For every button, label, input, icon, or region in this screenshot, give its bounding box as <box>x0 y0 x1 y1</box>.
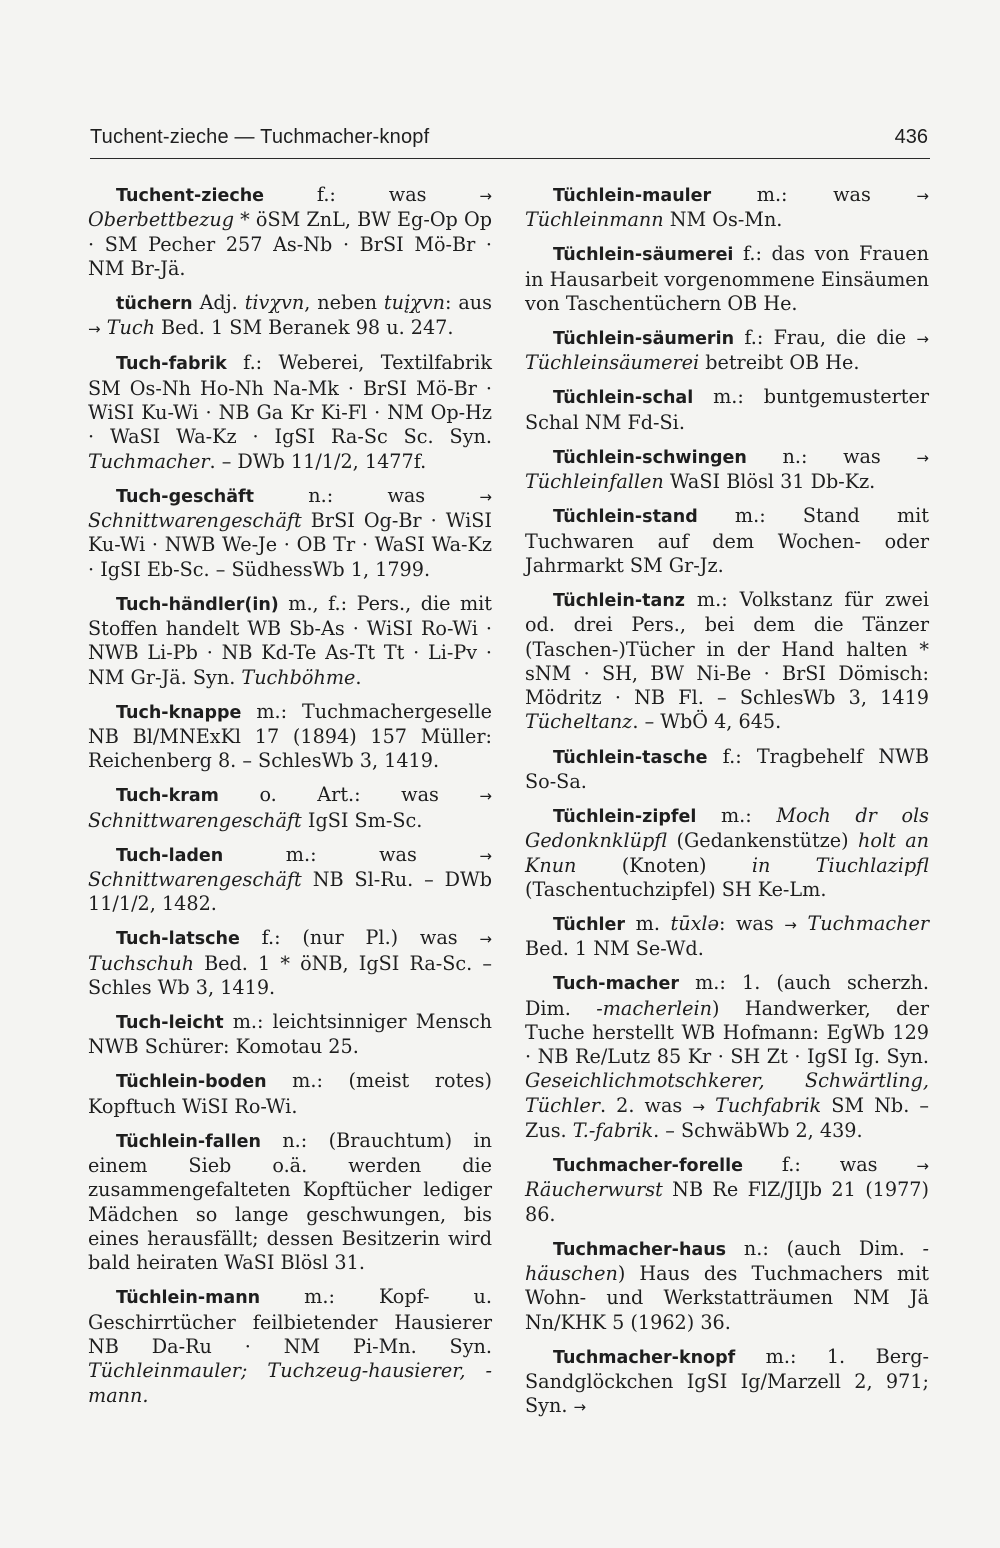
entry-text: Bed. 1 NM Se-Wd. <box>525 937 704 961</box>
entry-text: . – WbÖ 4, 645. <box>632 710 782 734</box>
dictionary-entry <box>525 385 929 435</box>
cross-reference-arrow-icon: → <box>784 915 797 934</box>
headword: Tuch-händler(in) <box>116 594 279 615</box>
entry-text: f.: Frau, die die <box>734 326 917 350</box>
headword: Tuchmacher-forelle <box>553 1156 743 1177</box>
entry-text: f.: was <box>742 1153 917 1177</box>
cross-reference-arrow-icon: → <box>692 1097 705 1116</box>
dictionary-entry <box>525 912 929 962</box>
headword: Tüchlein-mauler <box>553 186 712 206</box>
italic-text: Schnittwarengeschäft <box>88 808 302 832</box>
entry-text: f.: Weberei, Textilfabrik SM Os-Nh Ho-Nh Na-Mk · BrSI Mö-Br · WiSI Ku-Wi · NB Ga Kr Ki-Fl · NM Op-Hz · WaSI Wa-Kz · IgSI Ra-Sc Sc. Syn. <box>88 351 492 449</box>
dictionary-entry <box>525 1153 929 1227</box>
italic-text: tūxlə <box>670 911 719 935</box>
dictionary-entry <box>88 1069 492 1119</box>
italic-text: in Tiuchlazipfl <box>751 853 929 877</box>
dictionary-entry <box>88 700 492 774</box>
italic-text: Schnittwarengeschäft <box>88 868 302 891</box>
entry-text: n.: was <box>254 483 480 507</box>
italic-text: T.-fabrik <box>572 1119 654 1143</box>
dictionary-entry <box>525 804 929 902</box>
headword: Tüchlein-fallen <box>116 1131 261 1152</box>
entry-text: m. <box>625 911 671 935</box>
italic-text: Tuchfabrik <box>715 1093 822 1117</box>
dictionary-entry <box>525 445 929 495</box>
italic-text: Tuchmacher <box>88 449 210 473</box>
entry-text: (Gedankenstütze) <box>667 829 859 853</box>
headword: Tüchlein-schwingen <box>553 447 747 468</box>
italic-text: tivχvn <box>244 290 305 314</box>
cross-reference-arrow-icon: → <box>479 187 492 205</box>
italic-text: tuįχvn <box>383 290 445 314</box>
headword: Tüchler <box>553 914 626 935</box>
entry-text: m.: Volkstanz für zwei od. drei Pers., bei dem die Tänzer (Taschen-)Tücher in der Hand halten * sNM · SH, BW Ni-Be · BrSI Dömisch: Mödritz · NB Fl. – SchlesWb 3, 1419 <box>525 587 929 710</box>
entry-text: m.: 1. Berg-Sandglöckchen IgSI Ig/Marzell 2, 971; Syn. <box>525 1344 929 1418</box>
dictionary-entry <box>525 242 929 316</box>
headword: Tüchlein-schal <box>553 388 694 409</box>
italic-text: Tüchleinmann <box>525 208 664 232</box>
headword: Tuch-fabrik <box>116 354 227 375</box>
entry-text: m.: <box>696 803 777 827</box>
dictionary-entry <box>88 843 492 917</box>
italic-text: Tüchleinmauler; Tuchzeug-hausierer, -mann. <box>88 1359 492 1407</box>
right-column <box>525 183 929 1430</box>
headword: Tuch-kram <box>116 786 219 807</box>
running-title: Tuchent-zieche — Tuchmacher-knopf <box>90 126 430 148</box>
dictionary-entry <box>88 1129 492 1276</box>
entry-text: (Taschentuchzipfel) SH Ke-Lm. <box>525 877 827 901</box>
headword: Tüchlein-tanz <box>553 590 685 611</box>
headword: Tuchmacher-knopf <box>553 1347 736 1368</box>
headword: Tüchlein-tasche <box>553 747 708 768</box>
italic-text: Geseichlichmotschkerer, Schwärtling, Tüchler <box>525 1069 929 1117</box>
cross-reference-arrow-icon: → <box>916 448 929 467</box>
italic-text: Moch dr ols Gedonknklüpfl <box>525 803 929 853</box>
entry-text: m.: Stand mit Tuchwaren auf dem Wochen- oder Jahrmarkt SM Gr-Jz. <box>525 504 929 577</box>
entry-text: . – DWb 11/1/2, 1477f. <box>209 449 427 473</box>
cross-reference-arrow-icon: → <box>916 1157 929 1176</box>
headword: Tüchlein-stand <box>553 507 698 528</box>
entry-text: BrSI Og-Br · WiSI Ku-Wi · NWB We-Je · OB Tr · WaSI Wa-Kz · IgSI Eb-Sc. – SüdhessWb 1, 1799. <box>88 508 492 581</box>
entry-text: f.: das von Frauen in Hausarbeit vorgenommene Einsäumen von Taschentüchern OB He. <box>525 242 929 315</box>
entry-text: m.: was <box>223 842 480 866</box>
entry-text: Adj. <box>192 290 245 314</box>
dictionary-entry <box>525 971 929 1143</box>
entry-text: . <box>355 665 362 689</box>
dictionary-entry <box>525 326 929 376</box>
headword: Tuchmacher-haus <box>553 1239 727 1260</box>
headword: Tuch-geschäft <box>116 486 255 507</box>
cross-reference-arrow-icon: → <box>479 930 492 949</box>
headword: Tuch-knappe <box>116 702 242 723</box>
entry-text: (Knoten) <box>576 853 752 877</box>
dictionary-entry <box>525 588 929 735</box>
entry-text: IgSI Sm-Sc. <box>301 808 423 832</box>
entry-text: * öSM ZnL, BW Eg-Op Op · SM Pecher 257 As-Nb · BrSI Mö-Br · NM Br-Jä. <box>88 208 492 280</box>
italic-text: Oberbettbezug <box>88 208 234 232</box>
cross-reference-arrow-icon: → <box>88 320 101 339</box>
entry-text <box>705 1094 715 1117</box>
entry-text: NB Sl-Ru. – DWb 11/1/2, 1482. <box>88 868 492 916</box>
entry-text: m.: was <box>711 183 917 206</box>
entry-text: f.: Tragbehelf NWB So-Sa. <box>525 744 929 793</box>
italic-text: Räucherwurst <box>525 1178 663 1202</box>
entry-text: NM Os-Mn. <box>663 208 783 232</box>
headword: Tuch-laden <box>116 845 224 866</box>
italic-text: Tuchböhme <box>241 665 356 689</box>
entry-text: WaSI Blösl 31 Db-Kz. <box>663 470 876 494</box>
italic-text: -häuschen <box>525 1236 929 1286</box>
entry-text: m.: buntgemusterter Schal NM Fd-Si. <box>525 385 929 434</box>
entry-text: ) Handwerker, der Tuche herstellt WB Hofmann: EgWb 129 · NB Re/Lutz 85 Kr · SH Zt · IgSI Ig. Syn. <box>525 996 929 1069</box>
italic-text: -macherlein <box>596 996 712 1020</box>
dictionary-entry <box>88 1010 492 1060</box>
entry-text: NB Re FlZ/JIJb 21 (1977) 86. <box>525 1178 929 1226</box>
entry-text: ) Haus des Tuchmachers mit Wohn- und Werkstatträumen NM Jä Nn/KHK 5 (1962) 36. <box>525 1262 929 1334</box>
italic-text: Tüchleinsäumerei <box>525 351 700 375</box>
headword: Tüchlein-mann <box>116 1288 261 1309</box>
italic-text: Schnittwarengeschäft <box>88 508 302 532</box>
italic-text: Tüchleinfallen <box>525 470 664 494</box>
headword: Tuch-latsche <box>116 929 240 950</box>
entry-text: betreibt OB He. <box>699 351 860 375</box>
entry-text <box>797 912 808 935</box>
dictionary-entry <box>525 1345 929 1420</box>
dictionary-entry <box>88 183 492 281</box>
headword: Tüchlein-boden <box>116 1072 267 1093</box>
italic-text: Tuch <box>106 316 155 340</box>
dictionary-entry <box>88 592 492 690</box>
headword: tüchern <box>116 293 193 314</box>
entry-text: n.: was <box>746 444 917 468</box>
headword: Tüchlein-zipfel <box>553 806 697 827</box>
italic-text: Tücheltanz <box>525 710 633 734</box>
entry-text: m.: Tuchmachergeselle NB Bl/MNExKl 17 (1894) 157 Müller: Reichenberg 8. – SchlesWb 3, 1419. <box>88 699 492 773</box>
headword: Tuch-leicht <box>116 1013 224 1034</box>
entry-text: Bed. 1 * öNB, IgSI Ra-Sc. – Schles Wb 3, 1419. <box>88 951 492 999</box>
entry-text: m.: leichtsinniger Mensch NWB Schürer: Komotau 25. <box>88 1010 492 1059</box>
cross-reference-arrow-icon: → <box>573 1398 587 1417</box>
cross-reference-arrow-icon: → <box>479 787 492 806</box>
entry-text: n.: (Brauchtum) in einem Sieb o.ä. werden die zusammengefalteten Kopftücher lediger Mädchen so lange geschwungen, bis eines herausfällt; dessen Besitzerin wird bald heiraten WaSI Blösl 31. <box>88 1128 492 1275</box>
dictionary-entry <box>88 484 492 582</box>
dictionary-entry <box>88 783 492 833</box>
page-number: 436 <box>894 126 928 148</box>
dictionary-entry <box>88 1285 492 1407</box>
dictionary-entry <box>525 745 929 795</box>
running-header <box>90 124 930 159</box>
entry-text: Bed. 1 SM Beranek 98 u. 247. <box>154 316 454 340</box>
entry-text: SM Nb. – Zus. <box>525 1093 929 1143</box>
entry-text: f.: was <box>264 183 480 206</box>
headword: Tuch-macher <box>553 974 679 995</box>
headword: Tuchent-zieche <box>116 186 265 206</box>
cross-reference-arrow-icon: → <box>916 330 929 349</box>
entry-text: . 2. was <box>599 1093 693 1117</box>
entry-text: : aus <box>444 290 492 314</box>
entry-text: m.: 1. (auch scherzh. Dim. <box>525 971 929 1020</box>
italic-text: holt an Knun <box>525 829 929 877</box>
dictionary-entry <box>525 1237 929 1335</box>
italic-text: Tuchmacher <box>807 911 929 935</box>
cross-reference-arrow-icon: → <box>479 846 492 865</box>
entry-text: m.: Kopf- u. Geschirrtücher feilbietender Hausierer NB Da-Ru · NM Pi-Mn. Syn. <box>88 1285 492 1359</box>
dictionary-entry <box>88 926 492 1000</box>
entry-text: , neben <box>304 290 384 314</box>
entry-text: . – SchwäbWb 2, 439. <box>653 1119 863 1143</box>
headword: Tüchlein-säumerin <box>553 329 735 350</box>
left-column <box>88 183 492 1418</box>
dictionary-entry <box>525 504 929 578</box>
dictionary-entry <box>88 351 492 473</box>
entry-text: o. Art.: was <box>218 783 480 807</box>
entry-text: n.: (auch Dim. <box>726 1236 923 1260</box>
cross-reference-arrow-icon: → <box>916 187 929 205</box>
headword: Tüchlein-säumerei <box>553 245 734 266</box>
entry-text: f.: (nur Pl.) was <box>239 926 480 950</box>
entry-text: m.: (meist rotes) Kopftuch WiSI Ro-Wi. <box>88 1069 492 1118</box>
dictionary-entry <box>525 183 929 233</box>
entry-text: m., f.: Pers., die mit Stoffen handelt WB Sb-As · WiSI Ro-Wi · NWB Li-Pb · NB Kd-Te As-Tt Tt · Li-Pv · NM Gr-Jä. Syn. <box>88 591 492 689</box>
dictionary-entry <box>88 291 492 342</box>
italic-text: Tuchschuh <box>88 951 194 975</box>
cross-reference-arrow-icon: → <box>479 487 492 506</box>
entry-text: : was <box>718 911 785 935</box>
